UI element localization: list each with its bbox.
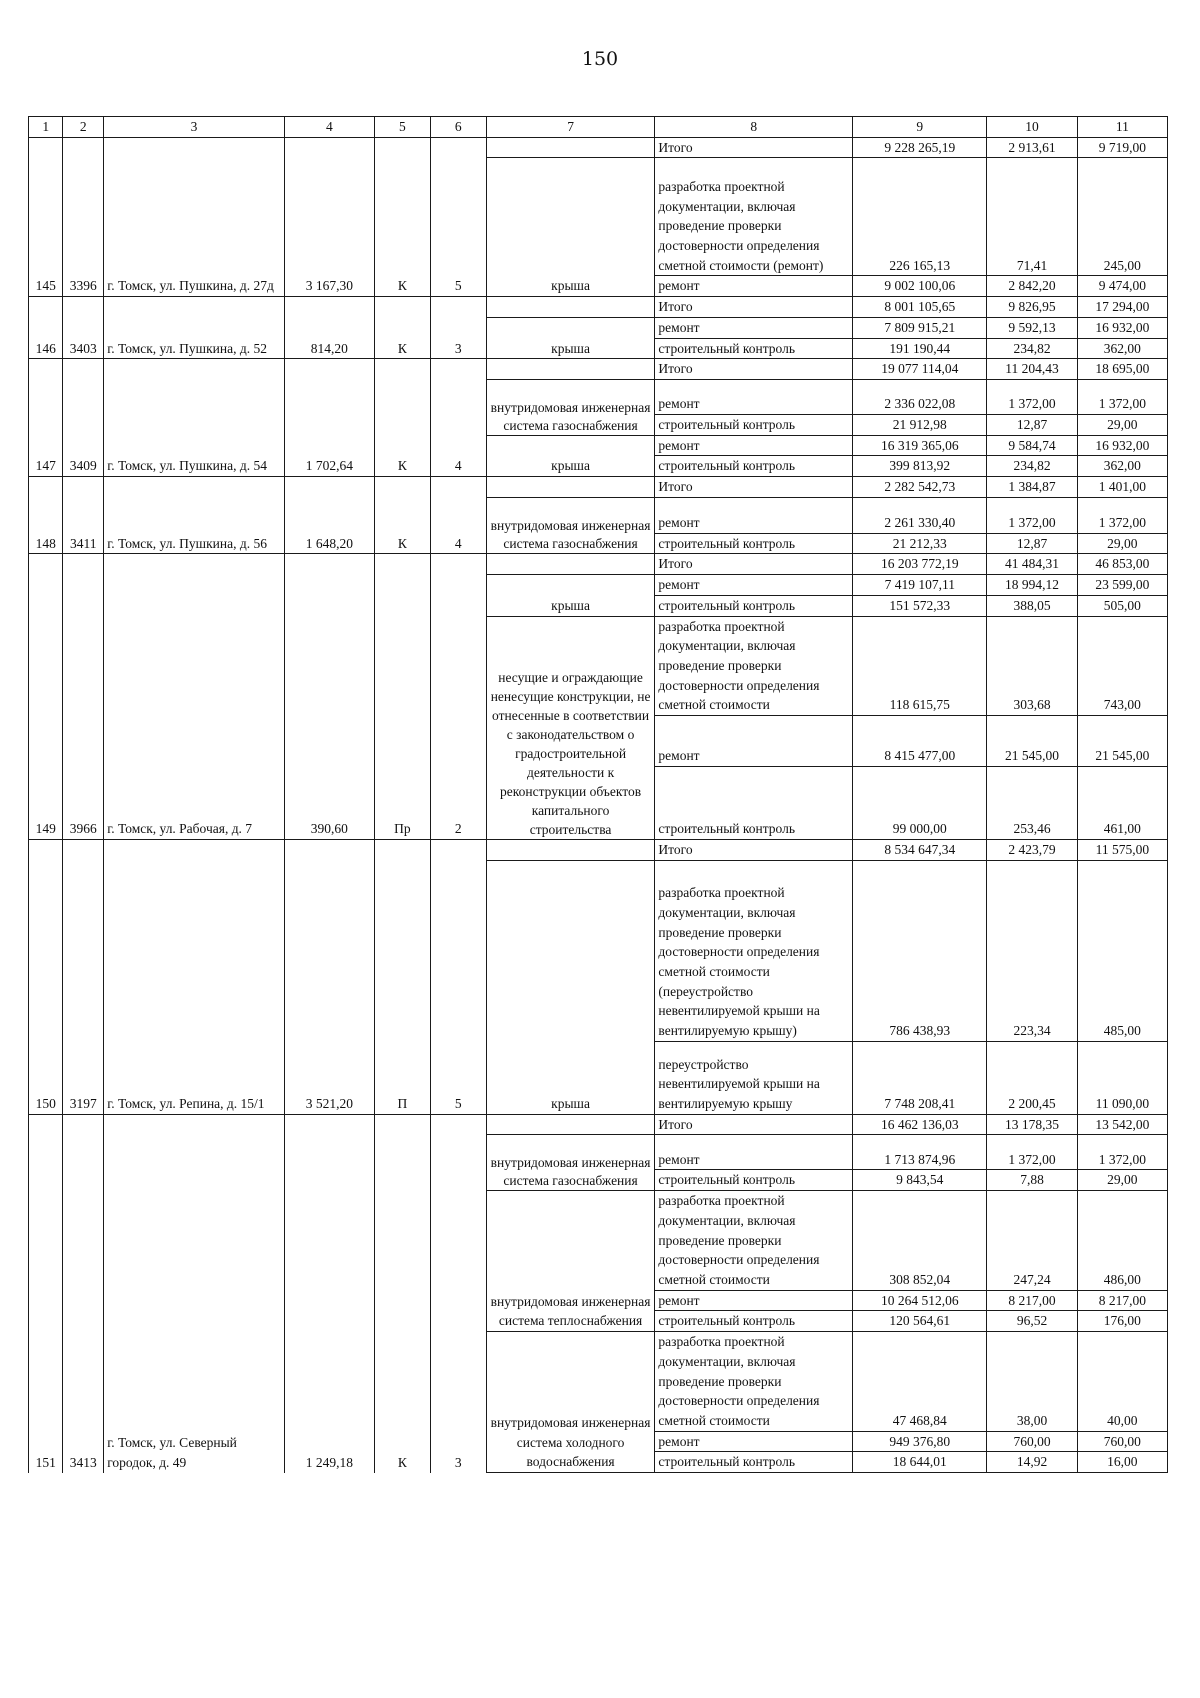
row-number: 146 <box>29 297 63 359</box>
work-kind: переустройство невентилируемой крыши на вентилируемую крышу <box>655 1041 853 1114</box>
cost-per-m2: 1 372,00 <box>987 1135 1077 1170</box>
header-cell: 1 <box>29 117 63 138</box>
cost-per-m2: 223,34 <box>987 860 1077 1041</box>
cost-per-m2: 234,82 <box>987 456 1077 477</box>
floors: 5 <box>430 840 486 1115</box>
cost-limit: 743,00 <box>1077 616 1167 716</box>
work-kind: Итого <box>655 554 853 575</box>
work-kind: ремонт <box>655 1135 853 1170</box>
work-kind: ремонт <box>655 435 853 456</box>
cost-per-m2: 253,46 <box>987 767 1077 840</box>
work-type-empty <box>486 137 655 158</box>
cost-total: 99 000,00 <box>853 767 987 840</box>
work-type: крыша <box>486 435 655 476</box>
table-row <box>29 297 1168 318</box>
cost-per-m2: 71,41 <box>987 158 1077 276</box>
work-type-empty <box>486 554 655 575</box>
cost-per-m2: 760,00 <box>987 1431 1077 1452</box>
cost-per-m2: 388,05 <box>987 595 1077 616</box>
wall-type: П <box>374 840 430 1115</box>
wall-type: К <box>374 477 430 554</box>
cost-limit: 40,00 <box>1077 1332 1167 1432</box>
cost-total: 2 282 542,73 <box>853 477 987 498</box>
cost-limit: 176,00 <box>1077 1311 1167 1332</box>
cost-limit: 486,00 <box>1077 1191 1167 1291</box>
cost-limit: 13 542,00 <box>1077 1114 1167 1135</box>
work-type: крыша <box>486 575 655 616</box>
cost-per-m2: 12,87 <box>987 533 1077 554</box>
row-number: 150 <box>29 840 63 1115</box>
cost-per-m2: 13 178,35 <box>987 1114 1077 1135</box>
work-kind: разработка проектной документации, включая проведение проверки достоверности определения сметной стоимости <box>655 616 853 716</box>
capital-repair-table <box>28 116 1168 1473</box>
cost-limit: 23 599,00 <box>1077 575 1167 596</box>
cost-total: 18 644,01 <box>853 1452 987 1473</box>
table-row <box>29 840 1168 861</box>
work-kind: Итого <box>655 1114 853 1135</box>
area: 390,60 <box>284 554 374 840</box>
work-type: крыша <box>486 317 655 358</box>
cost-per-m2: 18 994,12 <box>987 575 1077 596</box>
cost-total: 191 190,44 <box>853 338 987 359</box>
cost-per-m2: 9 584,74 <box>987 435 1077 456</box>
work-kind: Итого <box>655 137 853 158</box>
cost-limit: 8 217,00 <box>1077 1290 1167 1311</box>
header-cell: 10 <box>987 117 1077 138</box>
row-number: 147 <box>29 359 63 477</box>
cost-total: 2 336 022,08 <box>853 379 987 414</box>
cost-total: 120 564,61 <box>853 1311 987 1332</box>
work-kind: Итого <box>655 359 853 380</box>
work-kind: разработка проектной документации, включая проведение проверки достоверности определения сметной стоимости <box>655 1191 853 1291</box>
work-type: крыша <box>486 158 655 297</box>
cost-per-m2: 303,68 <box>987 616 1077 716</box>
cost-per-m2: 2 423,79 <box>987 840 1077 861</box>
cost-limit: 505,00 <box>1077 595 1167 616</box>
area: 1 648,20 <box>284 477 374 554</box>
row-number: 149 <box>29 554 63 840</box>
cost-limit: 1 372,00 <box>1077 497 1167 533</box>
work-kind: разработка проектной документации, включая проведение проверки достоверности определения сметной стоимости (ремонт) <box>655 158 853 276</box>
cost-total: 786 438,93 <box>853 860 987 1041</box>
address: г. Томск, ул. Пушкина, д. 27д <box>104 137 285 296</box>
work-kind: Итого <box>655 477 853 498</box>
header-cell: 3 <box>104 117 285 138</box>
floors: 2 <box>430 554 486 840</box>
cost-per-m2: 38,00 <box>987 1332 1077 1432</box>
work-kind: строительный контроль <box>655 595 853 616</box>
address: г. Томск, ул. Репина, д. 15/1 <box>104 840 285 1115</box>
cost-per-m2: 247,24 <box>987 1191 1077 1291</box>
address: г. Томск, ул. Пушкина, д. 54 <box>104 359 285 477</box>
header-cell: 7 <box>486 117 655 138</box>
work-kind: строительный контроль <box>655 1311 853 1332</box>
area: 1 702,64 <box>284 359 374 477</box>
cost-per-m2: 96,52 <box>987 1311 1077 1332</box>
wall-type: К <box>374 137 430 296</box>
cost-limit: 11 090,00 <box>1077 1041 1167 1114</box>
header-cell: 6 <box>430 117 486 138</box>
object-id: 3396 <box>63 137 104 296</box>
cost-total: 118 615,75 <box>853 616 987 716</box>
row-number: 145 <box>29 137 63 296</box>
cost-per-m2: 8 217,00 <box>987 1290 1077 1311</box>
table-row <box>29 359 1168 380</box>
cost-per-m2: 1 384,87 <box>987 477 1077 498</box>
work-kind: строительный контроль <box>655 1170 853 1191</box>
floors: 4 <box>430 359 486 477</box>
wall-type: К <box>374 1114 430 1472</box>
cost-total: 1 713 874,96 <box>853 1135 987 1170</box>
work-kind: строительный контроль <box>655 456 853 477</box>
work-kind: ремонт <box>655 317 853 338</box>
work-kind: строительный контроль <box>655 338 853 359</box>
header-row <box>29 117 1168 138</box>
cost-total: 2 261 330,40 <box>853 497 987 533</box>
cost-total: 16 319 365,06 <box>853 435 987 456</box>
cost-total: 16 203 772,19 <box>853 554 987 575</box>
table-row <box>29 1114 1168 1135</box>
cost-total: 949 376,80 <box>853 1431 987 1452</box>
cost-limit: 16,00 <box>1077 1452 1167 1473</box>
cost-per-m2: 2 913,61 <box>987 137 1077 158</box>
cost-per-m2: 11 204,43 <box>987 359 1077 380</box>
cost-limit: 461,00 <box>1077 767 1167 840</box>
work-kind: разработка проектной документации, включая проведение проверки достоверности определения сметной стоимости <box>655 1332 853 1432</box>
work-kind: ремонт <box>655 379 853 414</box>
cost-limit: 245,00 <box>1077 158 1167 276</box>
work-type: внутридомовая инженерная система газоснабжения <box>486 497 655 554</box>
cost-per-m2: 9 826,95 <box>987 297 1077 318</box>
cost-per-m2: 234,82 <box>987 338 1077 359</box>
header-cell: 9 <box>853 117 987 138</box>
cost-total: 7 748 208,41 <box>853 1041 987 1114</box>
cost-per-m2: 1 372,00 <box>987 497 1077 533</box>
cost-total: 10 264 512,06 <box>853 1290 987 1311</box>
cost-limit: 760,00 <box>1077 1431 1167 1452</box>
cost-limit: 1 372,00 <box>1077 379 1167 414</box>
cost-limit: 16 932,00 <box>1077 435 1167 456</box>
work-kind: строительный контроль <box>655 1452 853 1473</box>
cost-total: 47 468,84 <box>853 1332 987 1432</box>
work-kind: ремонт <box>655 497 853 533</box>
page-number: 150 <box>581 48 619 70</box>
cost-limit: 1 401,00 <box>1077 477 1167 498</box>
table-row <box>29 477 1168 498</box>
floors: 5 <box>430 137 486 296</box>
cost-total: 21 212,33 <box>853 533 987 554</box>
cost-total: 8 534 647,34 <box>853 840 987 861</box>
cost-per-m2: 12,87 <box>987 414 1077 435</box>
cost-total: 7 809 915,21 <box>853 317 987 338</box>
cost-per-m2: 2 842,20 <box>987 276 1077 297</box>
work-type-empty <box>486 477 655 498</box>
cost-limit: 29,00 <box>1077 533 1167 554</box>
cost-total: 16 462 136,03 <box>853 1114 987 1135</box>
work-type: внутридомовая инженерная система газоснабжения <box>486 379 655 435</box>
header-cell: 11 <box>1077 117 1167 138</box>
area: 3 167,30 <box>284 137 374 296</box>
header-cell: 5 <box>374 117 430 138</box>
work-kind: ремонт <box>655 276 853 297</box>
cost-total: 8 001 105,65 <box>853 297 987 318</box>
cost-total: 7 419 107,11 <box>853 575 987 596</box>
work-kind: ремонт <box>655 575 853 596</box>
work-kind: Итого <box>655 297 853 318</box>
work-type: внутридомовая инженерная система газоснабжения <box>486 1135 655 1191</box>
wall-type: К <box>374 359 430 477</box>
wall-type: К <box>374 297 430 359</box>
work-type-empty <box>486 297 655 318</box>
cost-per-m2: 1 372,00 <box>987 379 1077 414</box>
cost-total: 308 852,04 <box>853 1191 987 1291</box>
work-type-empty <box>486 1114 655 1135</box>
cost-limit: 18 695,00 <box>1077 359 1167 380</box>
address: г. Томск, ул. Пушкина, д. 56 <box>104 477 285 554</box>
cost-total: 226 165,13 <box>853 158 987 276</box>
cost-total: 151 572,33 <box>853 595 987 616</box>
work-type: внутридомовая инженерная система холодного водоснабжения <box>486 1332 655 1473</box>
cost-limit: 1 372,00 <box>1077 1135 1167 1170</box>
floors: 4 <box>430 477 486 554</box>
work-kind: строительный контроль <box>655 414 853 435</box>
cost-total: 9 843,54 <box>853 1170 987 1191</box>
address: г. Томск, ул. Северный городок, д. 49 <box>104 1114 285 1472</box>
work-kind: Итого <box>655 840 853 861</box>
work-type-empty <box>486 840 655 861</box>
cost-limit: 9 719,00 <box>1077 137 1167 158</box>
wall-type: Пр <box>374 554 430 840</box>
cost-limit: 9 474,00 <box>1077 276 1167 297</box>
header-cell: 8 <box>655 117 853 138</box>
object-id: 3403 <box>63 297 104 359</box>
row-number: 148 <box>29 477 63 554</box>
cost-per-m2: 41 484,31 <box>987 554 1077 575</box>
cost-limit: 362,00 <box>1077 456 1167 477</box>
work-type: крыша <box>486 860 655 1114</box>
cost-limit: 11 575,00 <box>1077 840 1167 861</box>
table-row <box>29 554 1168 575</box>
area: 814,20 <box>284 297 374 359</box>
work-kind: строительный контроль <box>655 533 853 554</box>
object-id: 3411 <box>63 477 104 554</box>
work-kind: ремонт <box>655 1290 853 1311</box>
cost-per-m2: 21 545,00 <box>987 716 1077 767</box>
cost-limit: 21 545,00 <box>1077 716 1167 767</box>
header-cell: 4 <box>284 117 374 138</box>
work-type-empty <box>486 359 655 380</box>
area: 1 249,18 <box>284 1114 374 1472</box>
cost-total: 19 077 114,04 <box>853 359 987 380</box>
cost-total: 8 415 477,00 <box>853 716 987 767</box>
cost-total: 9 002 100,06 <box>853 276 987 297</box>
area: 3 521,20 <box>284 840 374 1115</box>
cost-limit: 485,00 <box>1077 860 1167 1041</box>
header-cell: 2 <box>63 117 104 138</box>
work-kind: ремонт <box>655 716 853 767</box>
cost-per-m2: 2 200,45 <box>987 1041 1077 1114</box>
work-type: несущие и ограждающие ненесущие конструкции, не отнесенные в соответствии с законодательством о градостроительной деятельности к реконструкции объектов капитального строительства <box>486 616 655 840</box>
cost-total: 9 228 265,19 <box>853 137 987 158</box>
cost-limit: 29,00 <box>1077 414 1167 435</box>
cost-total: 21 912,98 <box>853 414 987 435</box>
row-number: 151 <box>29 1114 63 1472</box>
cost-limit: 17 294,00 <box>1077 297 1167 318</box>
cost-limit: 16 932,00 <box>1077 317 1167 338</box>
cost-per-m2: 14,92 <box>987 1452 1077 1473</box>
object-id: 3197 <box>63 840 104 1115</box>
work-kind: строительный контроль <box>655 767 853 840</box>
floors: 3 <box>430 1114 486 1472</box>
cost-limit: 46 853,00 <box>1077 554 1167 575</box>
cost-limit: 362,00 <box>1077 338 1167 359</box>
cost-per-m2: 7,88 <box>987 1170 1077 1191</box>
work-type: внутридомовая инженерная система теплоснабжения <box>486 1191 655 1332</box>
cost-per-m2: 9 592,13 <box>987 317 1077 338</box>
cost-limit: 29,00 <box>1077 1170 1167 1191</box>
object-id: 3409 <box>63 359 104 477</box>
address: г. Томск, ул. Пушкина, д. 52 <box>104 297 285 359</box>
cost-total: 399 813,92 <box>853 456 987 477</box>
object-id: 3413 <box>63 1114 104 1472</box>
work-kind: разработка проектной документации, включая проведение проверки достоверности определения сметной стоимости (переустройство невентилируемой крыши на вентилируемую крышу) <box>655 860 853 1041</box>
work-kind: ремонт <box>655 1431 853 1452</box>
address: г. Томск, ул. Рабочая, д. 7 <box>104 554 285 840</box>
table-row <box>29 137 1168 158</box>
object-id: 3966 <box>63 554 104 840</box>
floors: 3 <box>430 297 486 359</box>
